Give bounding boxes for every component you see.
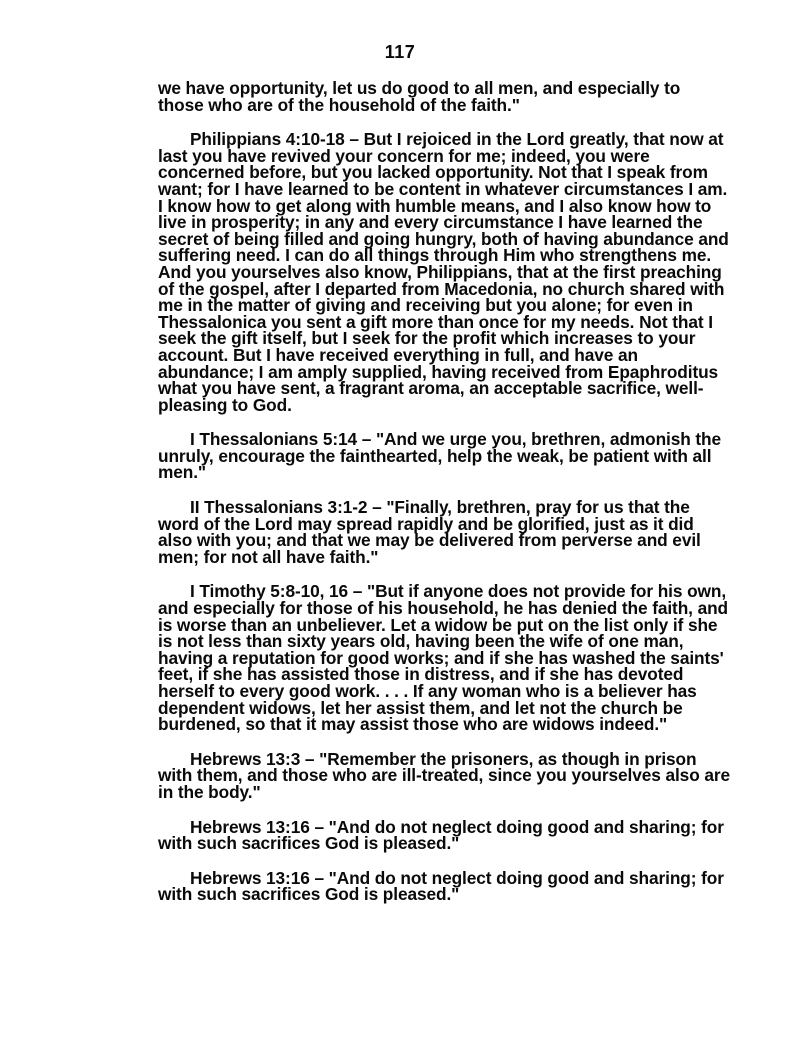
paragraph-text: – "And do not neglect doing good and sharing; for with such sacrifices God is pleased." [158, 867, 724, 905]
scripture-reference: I Timothy 5:8-10, 16 [190, 581, 349, 602]
paragraph-1-thessalonians [158, 431, 730, 481]
paragraph-text: – "And we urge you, brethren, admonish the unruly, encourage the fainthearted, help the weak, be patient with all men." [158, 429, 722, 483]
paragraph-text: – But I rejoiced in the Lord greatly, that now at last you have revived your concern for me; indeed, you were concerned before, but you lacked opportunity. Not that I speak from want; for I have learned to be content in whatever circumstances I am. I know how to get along with humble means, and I also know how to live in prosperity; in any and every circumstance I have learned the secret of being filled and going hungry, both of having abundance and suffering need. I can do all things through Him who strengthens me. And you yourselves also know, Philippians, that at the first preaching of the gospel, after I departed from Macedonia, no church shared with me in the matter of giving and receiving but you alone; for even in Thessalonica you sent a gift more than once for my needs. Not that I seek the gift itself, but I seek for the profit which increases to your account. But I have received everything in full, and have an abundance; I am amply supplied, having received from Epaphroditus what you have sent, a fragrant aroma, an acceptable sacrifice, well-pleasing to God. [158, 129, 729, 415]
paragraph-text: we have opportunity, let us do good to all men, and especially to those who are of the household of the faith." [158, 78, 681, 115]
paragraph-1-timothy [158, 581, 730, 735]
paragraph-hebrews-13-16 [158, 816, 730, 854]
page-number: 117 [384, 42, 416, 62]
paragraph-continuation [158, 80, 730, 113]
scripture-reference: II Thessalonians 3:1-2 [190, 497, 368, 518]
paragraph-hebrews-13-3 [158, 748, 730, 802]
scripture-reference: Hebrews 13:16 [190, 867, 310, 888]
scripture-reference: Philippians 4:10-18 [190, 129, 345, 150]
scripture-reference: I Thessalonians 5:14 [190, 429, 358, 450]
scripture-reference: Hebrews 13:3 [190, 748, 301, 769]
scripture-reference: Hebrews 13:16 [190, 816, 310, 837]
paragraph-text: – "Finally, brethren, pray for us that the word of the Lord may spread rapidly and be glorified, just as it did also with you; and that we may be delivered from perverse and evil men; for not all have faith." [158, 497, 701, 567]
paragraph-text: – "Remember the prisoners, as though in prison with them, and those who are ill-treated, since you yourselves also are in the body." [158, 748, 730, 802]
paragraph-text: – "But if anyone does not provide for his own, and especially for those of his household, he has denied the faith, and is worse than an unbeliever. Let a widow be put on the list only if she is not less than sixty years old, having been the wife of one man, having a reputation for good works; and if she has washed the saints' feet, if she has assisted those in distress, and if she has devoted herself to every good work. . . . If any woman who is a believer has dependent widows, let her assist them, and let not the church be burdened, so that it may assist those who are widows indeed." [158, 581, 728, 735]
document-body [158, 80, 730, 921]
paragraph-hebrews-13-16-repeat [158, 867, 730, 905]
paragraph-philippians [158, 131, 730, 413]
paragraph-2-thessalonians [158, 499, 730, 565]
paragraph-text: – "And do not neglect doing good and sharing; for with such sacrifices God is pleased." [158, 816, 724, 854]
